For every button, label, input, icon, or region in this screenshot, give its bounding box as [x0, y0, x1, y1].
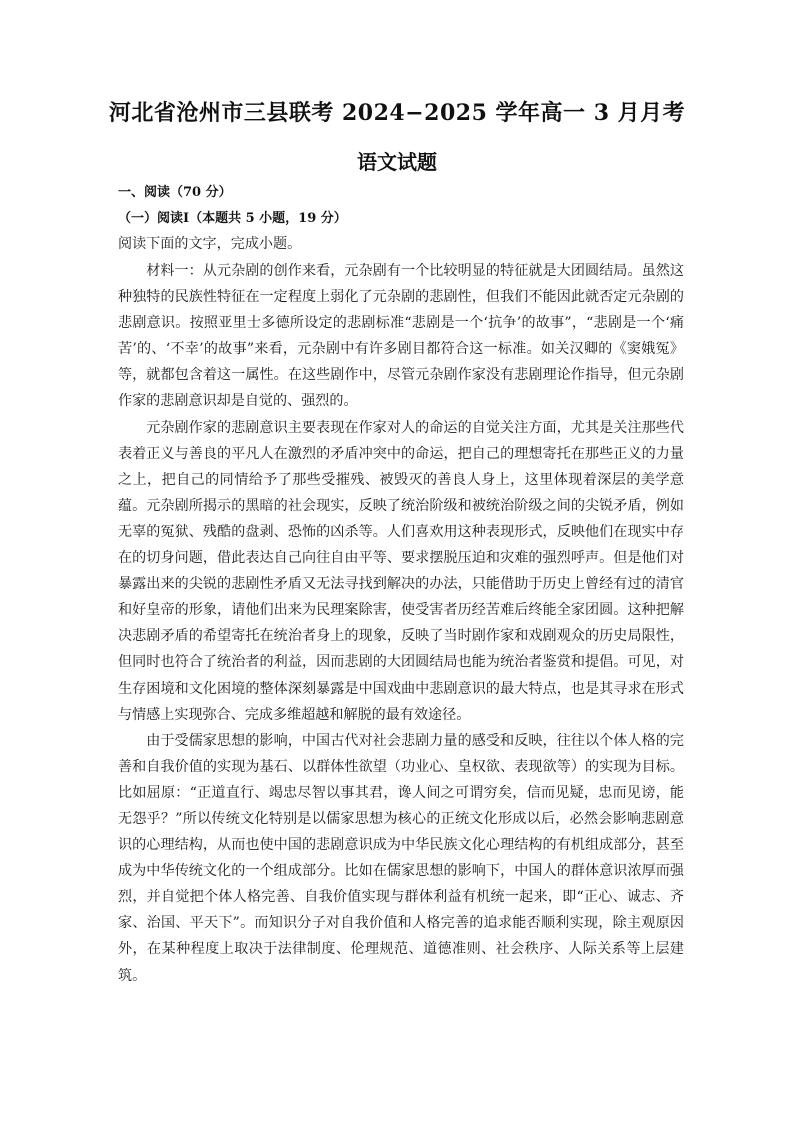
paragraph-3: 由于受儒家思想的影响，中国古代对社会悲剧力量的感受和反映，往往以个体人格的完善和自我价值的实现为基石、以群体性欲望（功业心、皇权欲、表现欲等）的实现为目标。比如屈原：“正道直行、竭忠尽智以事其君，谗人间之可谓穷矣，信而见疑，忠而见谤，能无怨乎？”所以传统文化特别是以儒家思想为核心的正统文化形成以后，必然会影响悲剧意识的心理结构，从而也使中国的悲剧意识成为中华民族文化心理结构的有机组成部分，甚至成为中华传统文化的一个组成部分。比如在儒家思想的影响下，中国人的群体意识浓厚而强烈，并自觉把个体人格完善、自我价值实现与群体利益有机统一起来，即“正心、诚志、齐家、治国、平天下”。而知识分子对自我价值和人格完善的追求能否顺利实现，除主观原因外，在某种程度上取决于法律制度、伦理规范、道德准则、社会秩序、人际关系等上层建筑。 — [118, 732, 684, 984]
sub-heading: （一）阅读Ⅰ（本题共 5 小题，19 分） — [118, 211, 347, 226]
exam-title: 河北省沧州市三县联考 2024−2025 学年高一 3 月月考 — [108, 100, 686, 126]
exam-subtitle: 语文试题 — [357, 150, 437, 174]
part-heading: 一、阅读（70 分） — [118, 185, 232, 200]
reading-instruction: 阅读下面的文字，完成小题。 — [118, 236, 302, 252]
paragraph-1: 材料一：从元杂剧的创作来看，元杂剧有一个比较明显的特征就是大团圆结局。虽然这种独特的民族性特征在一定程度上弱化了元杂剧的悲剧性，但我们不能因此就否定元杂剧的悲剧意识。按照亚里士多德所设定的悲剧标准“悲剧是一个‘抗争’的故事”，“悲剧是一个‘痛苦’的、‘不幸’的故事”来看，元杂剧中有许多剧目都符合这一标准。如关汉卿的《窦娥冤》等，就都包含着这一属性。在这些剧作中，尽管元杂剧作家没有悲剧理论作指导，但元杂剧作家的悲剧意识却是自觉的、强烈的。 — [118, 263, 684, 410]
paragraph-2: 元杂剧作家的悲剧意识主要表现在作家对人的命运的自觉关注方面，尤其是关注那些代表着正义与善良的平凡人在激烈的矛盾冲突中的命运，把自己的理想寄托在那些正义的力量之上，把自己的同情给予了那些受摧残、被毁灭的善良人身上，这里体现着深层的美学意蕴。元杂剧所揭示的黑暗的社会现实，反映了统治阶级和被统治阶级之间的尖锐矛盾，例如无辜的冤狱、残酷的盘剥、恐怖的凶杀等。人们喜欢用这种表现形式，反映他们在现实中存在的切身问题，借此表达自己向往自由平等、要求摆脱压迫和灾难的强烈呼声。但是他们对暴露出来的尖锐的悲剧性矛盾又无法寻找到解决的办法，只能借助于历史上曾经有过的清官和好皇帝的形象，请他们出来为民理案除害，使受害者历经苦难后终能全家团圆。这种把解决悲剧矛盾的希望寄托在统治者身上的现象，反映了当时剧作家和戏剧观众的历史局限性，但同时也符合了统治者的利益，因而悲剧的大团圆结局也能为统治者鉴赏和提倡。可见，对生存困境和文化困境的整体深刻暴露是中国戏曲中悲剧意识的最大特点，也是其寻求在形式与情感上实现弥合、完成多维超越和解脱的最有效途径。 — [118, 419, 684, 723]
passage — [118, 258, 684, 989]
